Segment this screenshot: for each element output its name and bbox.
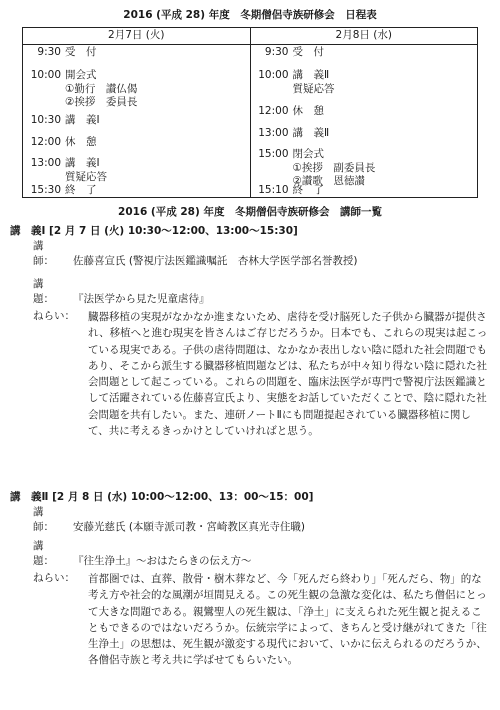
lecture-2-topic: 講 題： 『往生浄土』～おはたらきの伝え方～ — [33, 539, 252, 567]
schedule-entry: 10:00 開会式 ①勤行 讃仏偈 ②挨拶 委員長 — [30, 69, 138, 109]
schedule-table — [22, 27, 478, 198]
lecture-2-purpose: ねらい： 首都圏では、直葬、散骨・樹木葬など、今「死んだら終わり」「死んだら、物」的な考え方や社会的な風潮が垣間見える。この死生観の急激な変化は、私たち僧侶にとって大きな問題である。親鸞聖人の死生観は、「浄土」に支えられた死生観と捉えることもできるのではないだろうか。伝統宗学によって、きちんと受け継がれてきた「往生浄土」の思想は、死生観が激変する現代において、いかに伝えられるのだろうか、各僧侶寺族と考え共に学ばせてもらいたい。 — [33, 572, 487, 667]
schedule-entry: 9:30 受 付 — [37, 46, 97, 58]
schedule-entry: 10:00 講 義Ⅱ 質疑応答 — [258, 69, 335, 95]
day1-header: 2月7日 (火) — [23, 28, 251, 45]
schedule-title: 2016 (平成 28) 年度 冬期僧侶寺族研修会 日程表 — [123, 9, 377, 21]
lecture-1-purpose: ねらい： 臓器移植の実現がなかなか進まないため、虐待を受け脳死した子供から臓器が提供され、移植へと進む現実を皆さんはご存じだろうか。日本でも、これらの現実は起こっている現実である。子供の虐待問題は、なかなか表出しない陰に隠れた社会問題でもあり、そこから派生する臓器移植問題などは、私たちが中々知り得ない陰に隠れた社会問題として起こっている。これらの問題を、臨床法医学が専門で警視庁法医鑑識として活躍されている佐藤喜宣氏より、実態をお話していただくことで、陰に隠れた社会問題を共有したい。また、連研ノートⅡにも問題提起されている臓器移植に関して、共に考えるきっかけとしていければと思う。 — [33, 310, 488, 437]
lecture-2-lecturer: 講 師： 安藤光慈氏 (本願寺派司教・宮崎教区真光寺住職) — [33, 506, 306, 534]
schedule-entry: 15:30 終 了 — [30, 184, 97, 196]
schedule-entry: 15:10 終 了 — [258, 184, 324, 196]
schedule-entry: 15:00 閉会式 ①挨拶 副委員長 ②讃歌 恩徳讃 — [258, 148, 376, 188]
lecture-2-heading: 講 義Ⅱ [2 月 8 日 (水) 10:00～12:00、13：00～15：00] — [10, 491, 314, 503]
schedule-entry: 10:30 講 義Ⅰ — [30, 114, 100, 126]
schedule-entry: 13:00 講 義Ⅱ — [258, 127, 330, 139]
lecture-1-lecturer: 講 師： 佐藤喜宣氏 (警視庁法医鑑識嘱託 杏林大学医学部名誉教授) — [33, 240, 358, 268]
lecture-1-section — [10, 224, 490, 439]
schedule-entry: 13:00 講 義Ⅰ 質疑応答 — [30, 157, 107, 183]
day2-header: 2月8日 (水) — [250, 28, 478, 45]
lecture-1-heading: 講 義Ⅰ [2 月 7 日 (火) 10:30～12:00、13:00～15:30] — [10, 225, 298, 237]
schedule-entry: 12:00 休 憩 — [258, 105, 324, 117]
day2-column — [251, 45, 478, 197]
lecture-2-section — [10, 490, 490, 669]
lecturer-list-title: 2016 (平成 28) 年度 冬期僧侶寺族研修会 講師一覧 — [118, 206, 382, 218]
schedule-entry: 12:00 休 憩 — [30, 136, 97, 148]
schedule-entry: 9:30 受 付 — [264, 46, 324, 58]
day1-column — [23, 45, 250, 197]
lecture-1-topic: 講 題： 『法医学から見た児童虐待』 — [33, 277, 210, 305]
